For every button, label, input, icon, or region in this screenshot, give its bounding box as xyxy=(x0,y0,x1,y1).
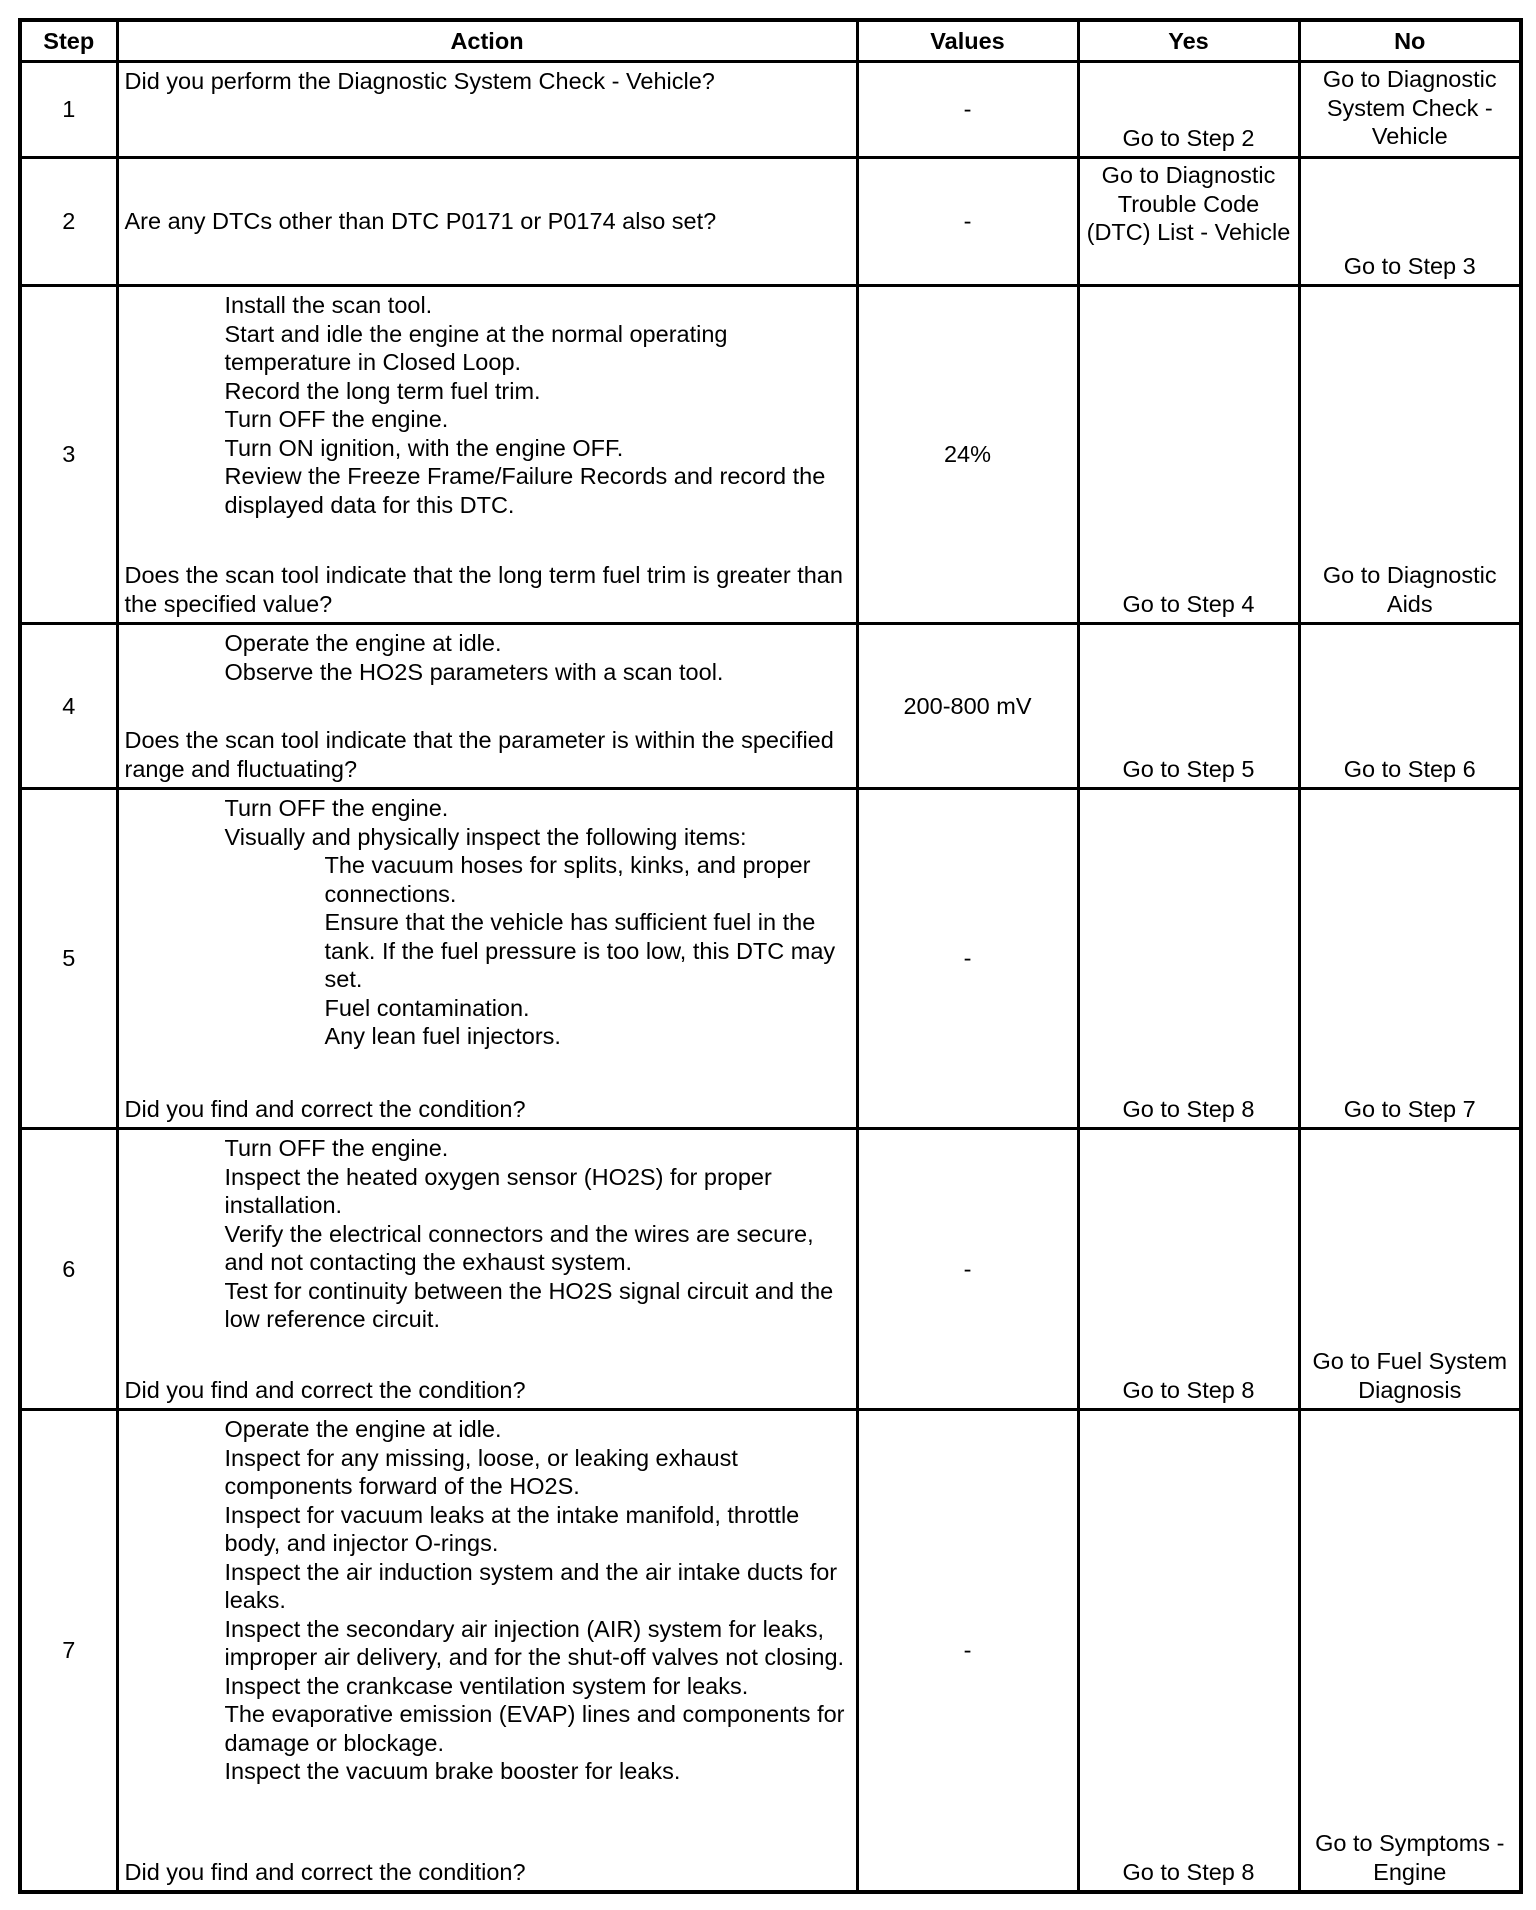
no-action: Go to Symptoms - Engine xyxy=(1315,1830,1505,1885)
instruction-item: Start and idle the engine at the normal operating temperature in Closed Loop. xyxy=(224,320,728,376)
no-cell xyxy=(1299,158,1521,286)
value-cell: 200-800 mV xyxy=(857,624,1078,789)
yes-action: Go to Step 5 xyxy=(1122,755,1255,782)
yes-cell xyxy=(1078,286,1299,624)
instruction-item: Test for continuity between the HO2S signal circuit and the low reference circuit. xyxy=(224,1277,834,1333)
instruction-item: Observe the HO2S parameters with a scan tool. xyxy=(224,658,724,685)
action-cell xyxy=(117,62,857,158)
instruction-item: Inspect the vacuum brake booster for leaks. xyxy=(224,1758,681,1785)
sub-item: Ensure that the vehicle has sufficient fuel in the tank. If the fuel pressure is too low, this DTC may set. xyxy=(324,909,836,993)
yes-action: Go to Step 8 xyxy=(1122,1376,1255,1403)
value-cell: - xyxy=(857,62,1078,158)
table-row-step-3 xyxy=(20,286,1521,624)
no-action: Go to Step 3 xyxy=(1343,252,1476,279)
instruction-item: Inspect the heated oxygen sensor (HO2S) for proper installation. xyxy=(224,1163,772,1219)
instruction-item: Turn ON ignition, with the engine OFF. xyxy=(224,434,624,461)
instruction-item: Inspect the secondary air injection (AIR) system for leaks, improper air delivery, and for the shut-off valves not closing. xyxy=(224,1615,845,1671)
instruction-item: Verify the electrical connectors and the wires are secure, and not contacting the exhaust system. xyxy=(224,1220,814,1276)
action-cell xyxy=(117,789,857,1129)
instruction-list xyxy=(125,629,848,686)
action-cell xyxy=(117,286,857,624)
table-row-step-7 xyxy=(20,1410,1521,1892)
no-cell xyxy=(1299,62,1521,158)
header-yes: Yes xyxy=(1078,20,1299,62)
yes-action: Go to Step 2 xyxy=(1122,124,1255,151)
no-cell xyxy=(1299,624,1521,789)
yes-action: Go to Step 4 xyxy=(1122,590,1255,617)
sub-item: The vacuum hoses for splits, kinks, and proper connections. xyxy=(324,852,811,907)
no-cell xyxy=(1299,1129,1521,1410)
yes-cell xyxy=(1078,1410,1299,1892)
sub-item-list xyxy=(225,851,848,1051)
no-action: Go to Step 7 xyxy=(1343,1095,1476,1122)
yes-cell xyxy=(1078,789,1299,1129)
action-cell xyxy=(117,158,857,286)
action-question: Did you find and correct the condition? xyxy=(124,1376,526,1403)
instruction-item: Turn OFF the engine. xyxy=(224,406,449,433)
instruction-list xyxy=(125,291,848,519)
action-question: Does the scan tool indicate that the parameter is within the specified range and fluctuating? xyxy=(124,727,834,782)
no-action: Go to Diagnostic Aids xyxy=(1322,562,1497,617)
no-cell xyxy=(1299,1410,1521,1892)
instruction-item: The evaporative emission (EVAP) lines and components for damage or blockage. xyxy=(224,1701,845,1756)
header-no: No xyxy=(1299,20,1521,62)
yes-action: Go to Diagnostic Trouble Code (DTC) List - Vehicle xyxy=(1086,162,1291,246)
action-question: Did you find and correct the condition? xyxy=(124,1858,526,1885)
step-number: 5 xyxy=(20,789,117,1129)
value-cell: - xyxy=(857,1129,1078,1410)
instruction-item: Record the long term fuel trim. xyxy=(224,377,541,404)
action-question: Are any DTCs other than DTC P0171 or P0174 also set? xyxy=(124,208,717,235)
step-number: 2 xyxy=(20,158,117,286)
instruction-text: Visually and physically inspect the following items: xyxy=(224,823,747,850)
value-cell: - xyxy=(857,789,1078,1129)
instruction-list xyxy=(125,1415,848,1786)
no-action: Go to Diagnostic System Check - Vehicle xyxy=(1322,66,1497,149)
yes-cell xyxy=(1078,1129,1299,1410)
table-row-step-6 xyxy=(20,1129,1521,1410)
table-row-step-1 xyxy=(20,62,1521,158)
no-cell xyxy=(1299,286,1521,624)
instruction-item: Inspect the air induction system and the air intake ducts for leaks. xyxy=(224,1558,838,1614)
header-action: Action xyxy=(117,20,857,62)
value-cell: 24% xyxy=(857,286,1078,624)
value-cell: - xyxy=(857,1410,1078,1892)
action-cell xyxy=(117,1410,857,1892)
yes-action: Go to Step 8 xyxy=(1122,1095,1255,1122)
instruction-item: Install the scan tool. xyxy=(224,292,433,319)
yes-cell xyxy=(1078,624,1299,789)
instruction-item xyxy=(225,823,848,1051)
step-number: 7 xyxy=(20,1410,117,1892)
action-question: Does the scan tool indicate that the long term fuel trim is greater than the specified value? xyxy=(124,562,843,617)
yes-cell xyxy=(1078,62,1299,158)
table-row-step-4 xyxy=(20,624,1521,789)
action-cell xyxy=(117,624,857,789)
instruction-item: Inspect the crankcase ventilation system for leaks. xyxy=(224,1672,749,1699)
step-number: 4 xyxy=(20,624,117,789)
step-number: 3 xyxy=(20,286,117,624)
no-cell xyxy=(1299,789,1521,1129)
table-row-step-2 xyxy=(20,158,1521,286)
action-question: Did you perform the Diagnostic System Check - Vehicle? xyxy=(124,68,715,94)
step-number: 1 xyxy=(20,62,117,158)
sub-item: Any lean fuel injectors. xyxy=(324,1023,561,1050)
action-question: Did you find and correct the condition? xyxy=(124,1095,526,1122)
no-action: Go to Step 6 xyxy=(1343,755,1476,782)
step-number: 6 xyxy=(20,1129,117,1410)
no-action: Go to Fuel System Diagnosis xyxy=(1312,1348,1508,1403)
instruction-list xyxy=(125,1134,848,1334)
action-cell xyxy=(117,1129,857,1410)
header-row xyxy=(20,20,1521,62)
table-row-step-5 xyxy=(20,789,1521,1129)
header-step: Step xyxy=(20,20,117,62)
instruction-item: Operate the engine at idle. xyxy=(224,630,502,657)
sub-item: Fuel contamination. xyxy=(324,994,530,1021)
instruction-item: Inspect for any missing, loose, or leaking exhaust components forward of the HO2S. xyxy=(224,1444,738,1500)
yes-cell xyxy=(1078,158,1299,286)
instruction-item: Inspect for vacuum leaks at the intake manifold, throttle body, and injector O-rings. xyxy=(224,1501,800,1557)
instruction-item: Turn OFF the engine. xyxy=(224,1135,449,1162)
yes-action: Go to Step 8 xyxy=(1122,1858,1255,1885)
value-cell: - xyxy=(857,158,1078,286)
instruction-item: Review the Freeze Frame/Failure Records and record the displayed data for this DTC. xyxy=(224,463,826,518)
instruction-item: Operate the engine at idle. xyxy=(224,1416,502,1443)
instruction-list xyxy=(125,794,848,1051)
instruction-item: Turn OFF the engine. xyxy=(224,795,449,822)
diagnostic-table xyxy=(18,18,1523,1894)
header-values: Values xyxy=(857,20,1078,62)
